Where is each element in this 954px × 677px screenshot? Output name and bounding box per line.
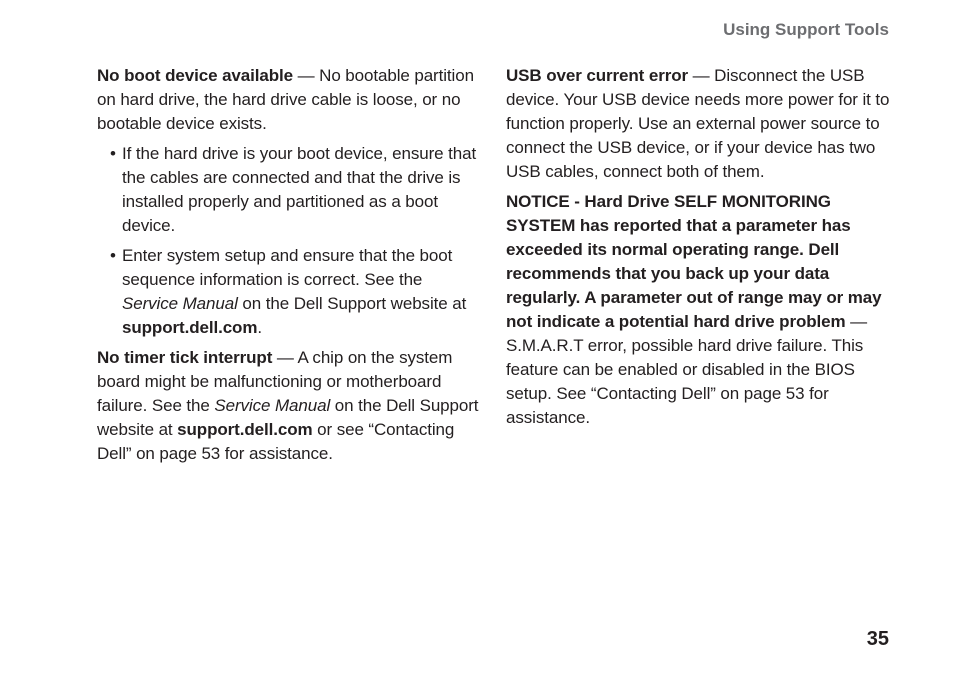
left-column xyxy=(97,64,482,472)
error-description: — S.M.A.R.T error, possible hard drive failure. This feature can be enabled or disabled in the BIOS setup. See “Contacting Dell” on page 53 for assistance. xyxy=(506,312,868,427)
bullet-text: on the Dell Support website at xyxy=(237,294,467,313)
support-link[interactable]: support.dell.com xyxy=(177,420,313,439)
bullet-text: . xyxy=(257,318,262,337)
manual-reference: Service Manual xyxy=(122,294,238,313)
bullet-text: Enter system setup and ensure that the boot sequence information is correct. See the xyxy=(122,246,453,289)
section-header: Using Support Tools xyxy=(723,20,889,39)
right-column xyxy=(506,64,891,436)
bullet-text: If the hard drive is your boot device, ensure that the cables are connected and that the drive is installed properly and partitioned as a boot device. xyxy=(122,144,477,235)
error-description: — A chip on the system board might be malfunctioning or motherboard failure. See the xyxy=(97,348,453,415)
error-term: No timer tick interrupt xyxy=(97,348,273,367)
support-link[interactable]: support.dell.com xyxy=(122,318,258,337)
error-entry-usb-overcurrent xyxy=(506,64,891,184)
error-entry-no-boot-device xyxy=(97,64,482,136)
page-number: 35 xyxy=(866,628,889,650)
error-description: on the Dell Support website at xyxy=(97,396,479,439)
error-description: — Disconnect the USB device. Your USB device needs more power for it to function properly. Use an external power source to connect the USB device, or if your device has two USB cables, connect both of them. xyxy=(506,66,890,181)
error-entry-timer-tick xyxy=(97,346,482,466)
error-entry-smart-notice xyxy=(506,190,891,430)
error-description: — No bootable partition on hard drive, the hard drive cable is loose, or no bootable device exists. xyxy=(97,66,474,133)
manual-reference: Service Manual xyxy=(214,396,331,415)
bullet-item xyxy=(122,244,482,340)
error-description: or see “Contacting Dell” on page 53 for assistance. xyxy=(97,420,455,463)
error-term: No boot device available xyxy=(97,66,293,85)
bullet-item xyxy=(122,142,482,238)
error-term: NOTICE - Hard Drive SELF MONITORING SYSTEM has reported that a parameter has exceeded its normal operating range. Dell recommends that you back up your data regularly. A parameter out of range may or may not indicate a potential hard drive problem xyxy=(506,192,882,331)
error-term: USB over current error xyxy=(506,66,689,85)
bullet-list xyxy=(97,142,482,340)
